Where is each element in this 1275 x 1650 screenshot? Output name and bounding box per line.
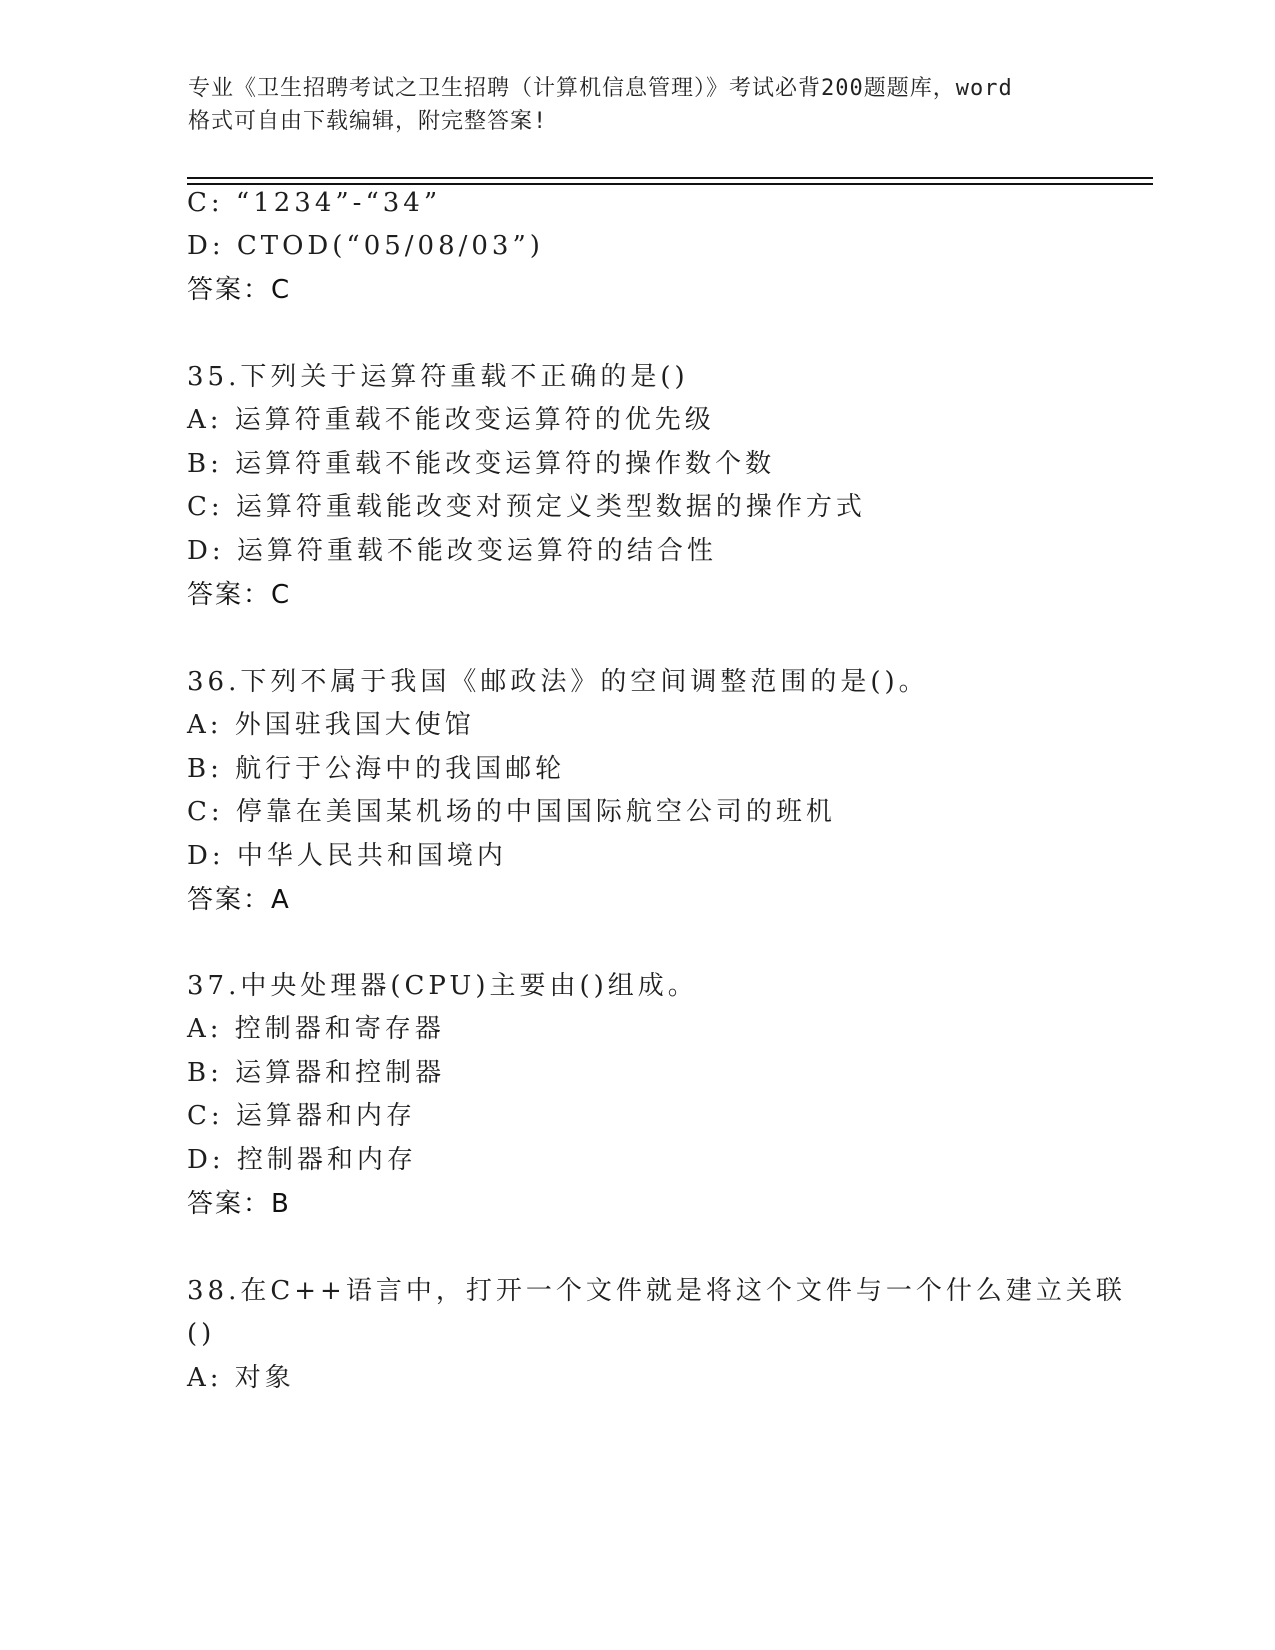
header-divider-bottom — [187, 183, 1153, 185]
q35-option-b: B: 运算符重载不能改变运算符的操作数个数 — [187, 449, 776, 479]
q35-answer: 答案：C — [187, 580, 292, 610]
q36-stem: 36.下列不属于我国《邮政法》的空间调整范围的是()。 — [187, 667, 929, 697]
q35-option-c: C: 运算符重载能改变对预定义类型数据的操作方式 — [187, 492, 866, 522]
q37-option-c: C: 运算器和内存 — [187, 1101, 416, 1131]
q36-option-d: D: 中华人民共和国境内 — [187, 841, 507, 871]
q35-option-d: D: 运算符重载不能改变运算符的结合性 — [187, 536, 717, 566]
header-divider-top — [187, 177, 1153, 179]
q37-option-a: A: 控制器和寄存器 — [187, 1014, 445, 1044]
header-title-line-2: 格式可自由下载编辑，附完整答案! — [188, 109, 548, 134]
q35-option-a: A: 运算符重载不能改变运算符的优先级 — [187, 405, 715, 435]
document-header — [188, 72, 1088, 138]
q37-answer: 答案：B — [187, 1189, 291, 1219]
q38-stem-line-1: 38.在C++语言中，打开一个文件就是将这个文件与一个什么建立关联 — [187, 1276, 1126, 1306]
q36-option-b: B: 航行于公海中的我国邮轮 — [187, 754, 566, 784]
q37-stem: 37.中央处理器(CPU)主要由()组成。 — [187, 971, 698, 1001]
q37-option-b: B: 运算器和控制器 — [187, 1058, 446, 1088]
q36-option-a: A: 外国驻我国大使馆 — [187, 710, 475, 740]
q34-answer: 答案：C — [187, 275, 292, 305]
q37-option-d: D: 控制器和内存 — [187, 1145, 417, 1175]
q36-option-c: C: 停靠在美国某机场的中国国际航空公司的班机 — [187, 797, 836, 827]
q35-stem: 35.下列关于运算符重载不正确的是() — [187, 362, 689, 392]
q34-option-c: C: “1234”-“34” — [187, 188, 442, 218]
q34-option-d: D: CTOD(“05/08/03”) — [187, 231, 544, 261]
q38-stem-line-2: () — [187, 1319, 216, 1349]
header-title-line-1: 专业《卫生招聘考试之卫生招聘（计算机信息管理）》考试必背200题题库，word — [188, 76, 1013, 101]
q36-answer: 答案：A — [187, 885, 291, 915]
q38-option-a: A: 对象 — [187, 1363, 295, 1393]
